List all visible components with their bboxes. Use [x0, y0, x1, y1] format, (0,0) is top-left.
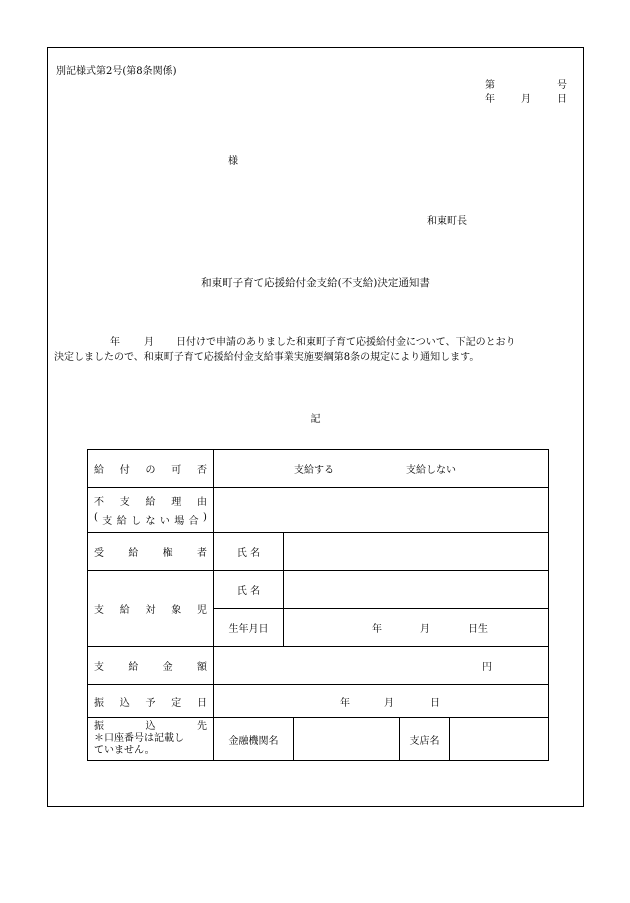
notice-body-line-1-text: 日付けで申請のありました和東町子育て応援給付金について、下記のとおり [176, 337, 516, 348]
application-month: 月 [144, 337, 154, 348]
document-title: 和東町子育て応援給付金支給(不支給)決定通知書 [201, 277, 430, 289]
transfer-month: 月 [384, 697, 394, 709]
issue-date-month: 月 [521, 94, 531, 105]
application-year: 年 [110, 337, 120, 348]
amount-label: 支 給 金 額 [88, 647, 214, 685]
dob-day: 日生 [468, 624, 488, 635]
amount-field[interactable] [214, 647, 549, 685]
child-name-label: 氏 名 [214, 571, 284, 609]
branch-name-label: 支店名 [400, 718, 450, 761]
table-row-transfer-date [88, 685, 549, 718]
child-dob-label: 生年月日 [214, 609, 284, 647]
form-reference: 別記様式第2号(第8条関係) [56, 66, 177, 77]
document-number-suffix: 号 [557, 80, 567, 91]
table-row-child-name [88, 571, 549, 609]
issuer-name: 和東町長 [427, 216, 467, 227]
document-number-prefix: 第 [485, 80, 495, 91]
issue-date-year: 年 [485, 94, 495, 105]
payment-decision-label: 給 付 の 可 否 [88, 450, 214, 488]
decision-table [87, 449, 549, 761]
transfer-account-label: 振 込 先 ＊口座番号は記載し ていません。 [88, 718, 214, 761]
notice-body [54, 335, 579, 365]
transfer-date-field[interactable] [214, 685, 549, 718]
note-heading: 記 [310, 414, 321, 425]
target-child-label: 支 給 対 象 児 [88, 571, 214, 647]
document-frame [47, 47, 584, 807]
payment-decision-options [214, 450, 549, 488]
amount-yen-unit: 円 [482, 662, 492, 673]
transfer-day: 日 [430, 697, 440, 709]
beneficiary-name-field[interactable] [284, 533, 549, 571]
nonpayment-reason-label: 不 支 給 理 由 ( 支 給 し な い 場 合 ) [88, 488, 214, 533]
child-name-field[interactable] [284, 571, 549, 609]
branch-name-field[interactable] [450, 718, 549, 761]
table-row-amount [88, 647, 549, 685]
dob-month: 月 [420, 624, 430, 635]
recipient-honorific: 様 [228, 156, 238, 167]
table-row-payment-decision [88, 450, 549, 488]
option-no-pay[interactable]: 支給しない [406, 465, 456, 476]
dob-year: 年 [372, 624, 382, 635]
table-row-nonpayment-reason [88, 488, 549, 533]
bank-name-label: 金融機関名 [214, 718, 294, 761]
notice-body-line-2: 決定しましたので、和東町子育て応援給付金支給事業実施要綱第8条の規定により通知します。 [54, 352, 480, 363]
table-row-transfer-account [88, 718, 549, 761]
option-pay[interactable]: 支給する [294, 465, 334, 476]
nonpayment-reason-field[interactable] [214, 488, 549, 533]
issue-date-day: 日 [557, 94, 567, 105]
notice-body-line-1 [54, 335, 579, 350]
table-row-beneficiary [88, 533, 549, 571]
bank-name-field[interactable] [294, 718, 400, 761]
transfer-date-label: 振 込 予 定 日 [88, 685, 214, 718]
transfer-year: 年 [340, 697, 350, 709]
child-dob-field[interactable] [284, 609, 549, 647]
beneficiary-label: 受 給 権 者 [88, 533, 214, 571]
beneficiary-name-label: 氏 名 [214, 533, 284, 571]
